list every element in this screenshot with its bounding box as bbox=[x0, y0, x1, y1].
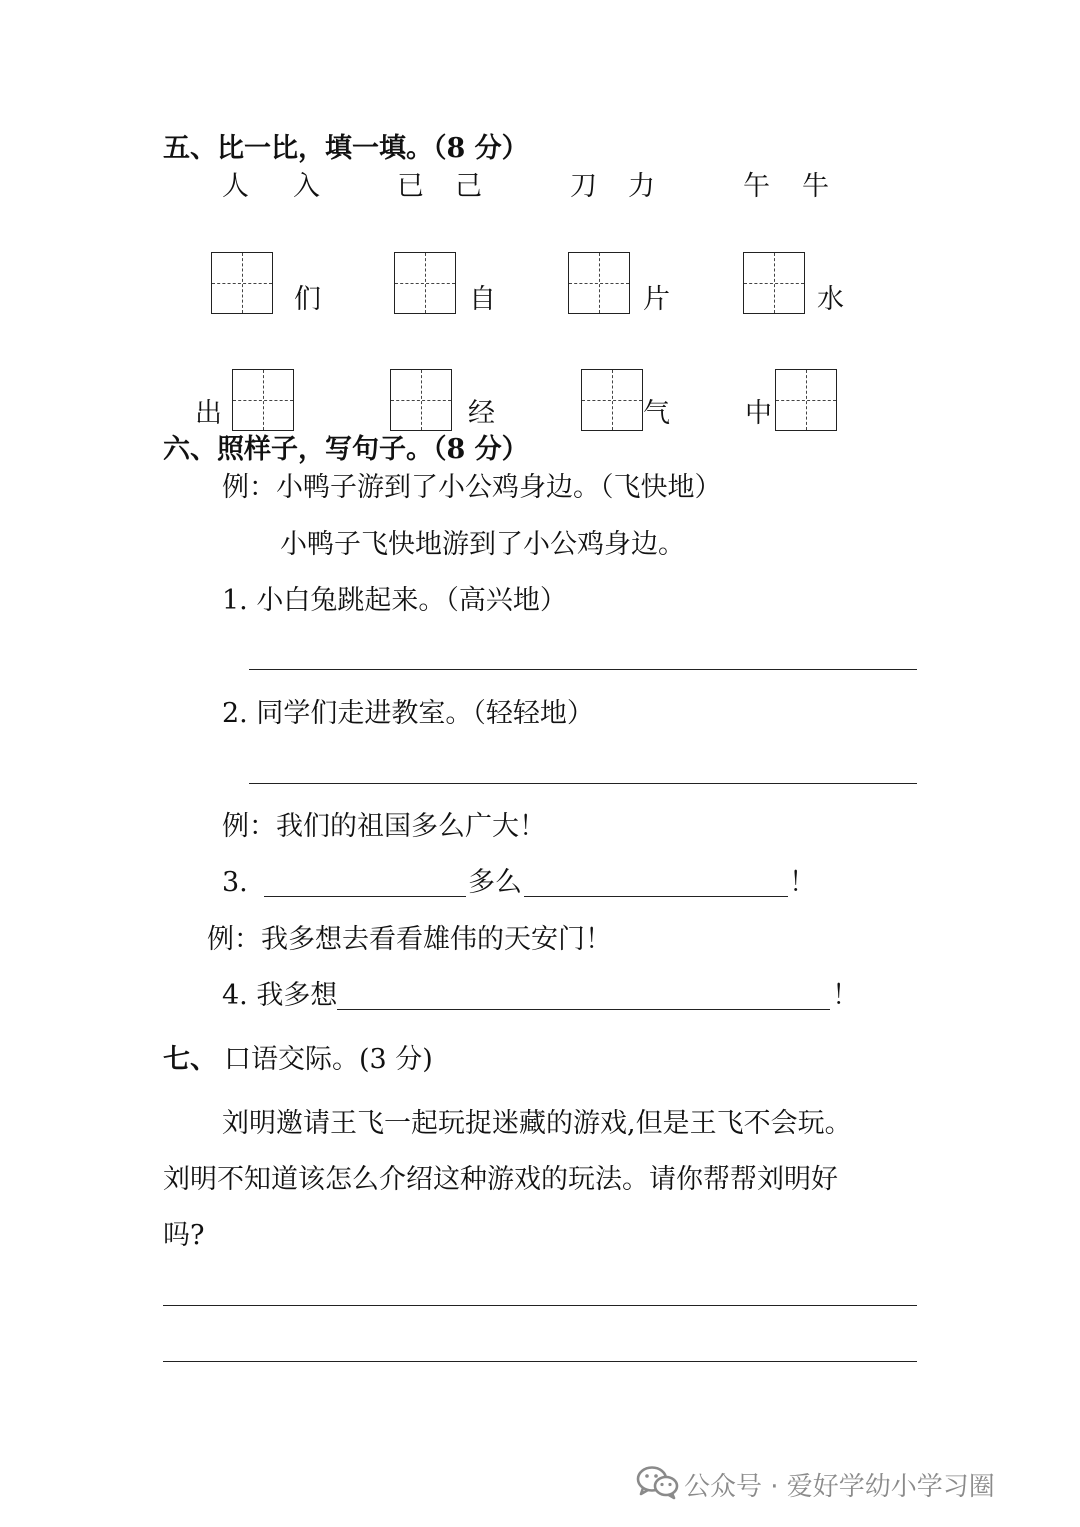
question-2: 2. 同学们走进教室。（轻轻地） bbox=[222, 698, 594, 729]
compare-char: 力 bbox=[628, 171, 655, 202]
question-1: 1. 小白兔跳起来。（高兴地） bbox=[222, 585, 567, 616]
writing-box[interactable] bbox=[775, 369, 837, 431]
writing-box[interactable] bbox=[211, 252, 273, 314]
answer-line-1[interactable] bbox=[249, 669, 917, 670]
box-suffix-char: 水 bbox=[817, 284, 844, 315]
compare-char: 入 bbox=[293, 171, 320, 202]
section6-title: 六、照样子，写句子。（8 分） bbox=[163, 434, 529, 465]
writing-box[interactable] bbox=[394, 252, 456, 314]
compare-char: 己 bbox=[455, 171, 482, 202]
answer-line-6[interactable] bbox=[163, 1361, 917, 1362]
question-3-number: 3. bbox=[222, 867, 248, 898]
example-answer: 小鸭子飞快地游到了小公鸡身边。 bbox=[280, 529, 685, 560]
answer-line-2[interactable] bbox=[249, 783, 917, 784]
writing-box[interactable] bbox=[232, 369, 294, 431]
box-suffix-char: 片 bbox=[643, 284, 670, 315]
box-suffix-char: 经 bbox=[468, 398, 495, 429]
compare-char: 已 bbox=[397, 171, 424, 202]
example-sentence: 例：我多想去看看雄伟的天安门！ bbox=[207, 924, 612, 955]
compare-char: 牛 bbox=[802, 171, 829, 202]
example-sentence: 例：小鸭子游到了小公鸡身边。（飞快地） bbox=[222, 472, 722, 503]
box-suffix-char: 们 bbox=[294, 284, 321, 315]
wechat-icon bbox=[636, 1465, 680, 1501]
answer-line-4[interactable] bbox=[337, 1009, 830, 1010]
paragraph-line: 吗? bbox=[163, 1220, 205, 1251]
compare-char: 刀 bbox=[570, 171, 597, 202]
section7-title: 口语交际。(3 分) bbox=[224, 1044, 433, 1075]
question-4-end: ！ bbox=[832, 980, 859, 1011]
answer-line-3b[interactable] bbox=[524, 896, 788, 897]
compare-char: 人 bbox=[222, 171, 249, 202]
answer-line-5[interactable] bbox=[163, 1305, 917, 1306]
writing-box[interactable] bbox=[390, 369, 452, 431]
question-3-end: ！ bbox=[789, 867, 816, 898]
watermark-text: 公众号 · 爱好学幼小学习圈 bbox=[684, 1472, 995, 1502]
box-suffix-char: 自 bbox=[469, 284, 496, 315]
box-suffix-char: 气 bbox=[643, 398, 670, 429]
box-prefix-char: 出 bbox=[195, 398, 222, 429]
writing-box[interactable] bbox=[581, 369, 643, 431]
writing-box[interactable] bbox=[743, 252, 805, 314]
section5-title: 五、比一比，填一填。（8 分） bbox=[163, 133, 529, 164]
question-4-start: 4. 我多想 bbox=[222, 980, 338, 1011]
box-prefix-char: 中 bbox=[745, 398, 772, 429]
writing-box[interactable] bbox=[568, 252, 630, 314]
answer-line-3a[interactable] bbox=[264, 896, 466, 897]
paragraph-line: 刘明邀请王飞一起玩捉迷藏的游戏,但是王飞不会玩。 bbox=[222, 1108, 852, 1139]
compare-char: 午 bbox=[743, 171, 770, 202]
example-sentence: 例：我们的祖国多么广大！ bbox=[222, 811, 546, 842]
question-3-middle: 多么 bbox=[468, 867, 522, 898]
paragraph-line: 刘明不知道该怎么介绍这种游戏的玩法。请你帮帮刘明好 bbox=[163, 1164, 838, 1195]
section7-number: 七、 bbox=[163, 1044, 217, 1075]
